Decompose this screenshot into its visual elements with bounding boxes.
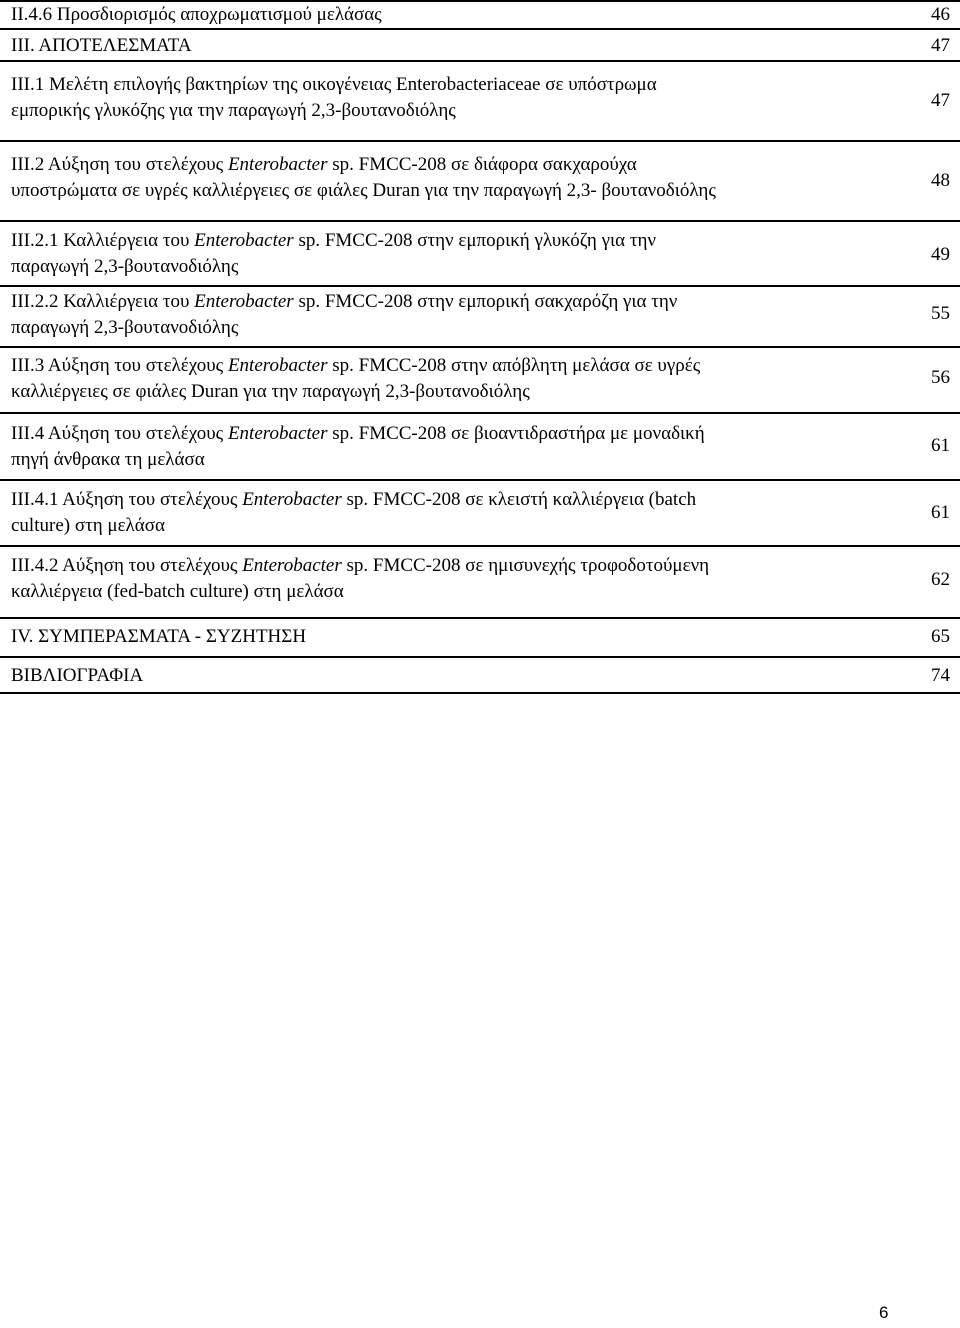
- toc-entry-title-suffix: sp. FMCC-208 στην εμπορική σακχαρόζη για την: [293, 291, 678, 312]
- toc-entry[interactable]: [0, 62, 960, 142]
- toc-entry-title-line2: εμπορικής γλυκόζης για την παραγωγή 2,3-βουτανοδιόλης: [11, 100, 456, 121]
- toc-entry-title-italic: Enterobacter: [227, 423, 328, 444]
- toc-entry-title-prefix: ΙΙΙ.4.2 Αύξηση του στελέχους: [11, 555, 243, 576]
- toc-entry[interactable]: [0, 658, 960, 694]
- toc-entry-title-suffix: sp. FMCC-208 στην εμπορική γλυκόζη για την: [293, 230, 656, 251]
- toc-entry-title-suffix: sp. FMCC-208 σε κλειστή καλλιέργεια (batch: [341, 489, 697, 510]
- toc-entry[interactable]: [0, 222, 960, 287]
- toc-entry-page: 61: [931, 435, 950, 456]
- toc-entry-title: ΙΙ.4.6 Προσδιορισμός αποχρωματισμού μελάσας: [11, 4, 382, 25]
- toc-entry-page: 65: [931, 626, 950, 647]
- toc-entry[interactable]: [0, 481, 960, 547]
- toc-entry[interactable]: [0, 30, 960, 62]
- toc-entry-title-italic: Enterobacter: [227, 154, 328, 175]
- toc-entry-page: 49: [931, 244, 950, 265]
- toc-entry-title-line2: παραγωγή 2,3-βουτανοδιόλης: [11, 317, 239, 338]
- toc-entry-title-prefix: ΙΙΙ.3 Αύξηση του στελέχους: [11, 355, 228, 376]
- toc-entry-page: 74: [931, 665, 950, 686]
- toc-entry-page: 47: [931, 90, 950, 111]
- toc-entry-title-prefix: ΙΙΙ.2.1 Καλλιέργεια του: [11, 230, 195, 251]
- toc-entry-title-prefix: ΙΙΙ.2 Αύξηση του στελέχους: [11, 154, 228, 175]
- toc-entry[interactable]: [0, 547, 960, 619]
- toc-entry[interactable]: [0, 0, 960, 30]
- toc-entry-title-suffix: sp. FMCC-208 σε ημισυνεχής τροφοδοτούμενη: [341, 555, 710, 576]
- toc-entry-title-italic: Enterobacter: [194, 230, 294, 251]
- toc-entry-title-prefix: ΙΙΙ.2.2 Καλλιέργεια του: [11, 291, 195, 312]
- toc-entry-title: ΒΙΒΛΙΟΓΡΑΦΙΑ: [11, 665, 144, 686]
- toc-entry-title-line2: καλλιέργεια (fed-batch culture) στη μελάσα: [11, 581, 344, 602]
- toc-entry-page: 47: [931, 35, 950, 56]
- toc-entry-title-suffix: sp. FMCC-208 σε βιοαντιδραστήρα με μοναδική: [327, 423, 705, 444]
- toc-entry-title-line2: υποστρώματα σε υγρές καλλιέργειες σε φιάλες Duran για την παραγωγή 2,3- βουτανοδιόλης: [11, 180, 716, 201]
- toc-entry-title-line2: culture) στη μελάσα: [11, 515, 165, 536]
- toc-entry-title-italic: Enterobacter: [242, 489, 342, 510]
- toc-entry-title-line1: ΙΙΙ.1 Μελέτη επιλογής βακτηρίων της οικογένειας Enterobacteriaceae σε υπόστρωμα: [11, 74, 657, 95]
- toc-entry-title-prefix: ΙΙΙ.4.1 Αύξηση του στελέχους: [11, 489, 243, 510]
- toc-entry-title-line2: καλλιέργειες σε φιάλες Duran για την παραγωγή 2,3-βουτανοδιόλης: [11, 381, 530, 402]
- toc-entry[interactable]: [0, 414, 960, 481]
- toc-entry[interactable]: [0, 348, 960, 414]
- toc-entry[interactable]: [0, 619, 960, 658]
- toc-entry-title-italic: Enterobacter: [194, 291, 294, 312]
- page-number-text: 6: [879, 1303, 889, 1322]
- toc-entry-page: 56: [931, 367, 950, 388]
- toc-entry-title-italic: Enterobacter: [242, 555, 342, 576]
- toc-entry-title-line2: πηγή άνθρακα τη μελάσα: [11, 449, 205, 470]
- toc-entry-title: IV. ΣΥΜΠΕΡΑΣΜΑΤΑ - ΣΥΖΗΤΗΣΗ: [11, 626, 307, 647]
- toc-entry-page: 48: [931, 170, 950, 191]
- toc-entry-page: 55: [931, 303, 950, 324]
- toc-entry-title: ΙΙΙ. ΑΠΟΤΕΛΕΣΜΑΤΑ: [11, 35, 192, 56]
- toc-entry-title-suffix: sp. FMCC-208 σε διάφορα σακχαρούχα: [327, 154, 637, 175]
- toc-entry-page: 61: [931, 502, 950, 523]
- toc-entry-title-line2: παραγωγή 2,3-βουτανοδιόλης: [11, 256, 239, 277]
- toc-entry-title-suffix: sp. FMCC-208 στην απόβλητη μελάσα σε υγρές: [327, 355, 701, 376]
- toc-entry-page: 46: [931, 4, 950, 25]
- toc-entry-title-italic: Enterobacter: [227, 355, 328, 376]
- toc-entry-page: 62: [931, 569, 950, 590]
- toc-entry-title-prefix: ΙΙΙ.4 Αύξηση του στελέχους: [11, 423, 228, 444]
- toc-entry[interactable]: [0, 142, 960, 222]
- toc-entry[interactable]: [0, 287, 960, 348]
